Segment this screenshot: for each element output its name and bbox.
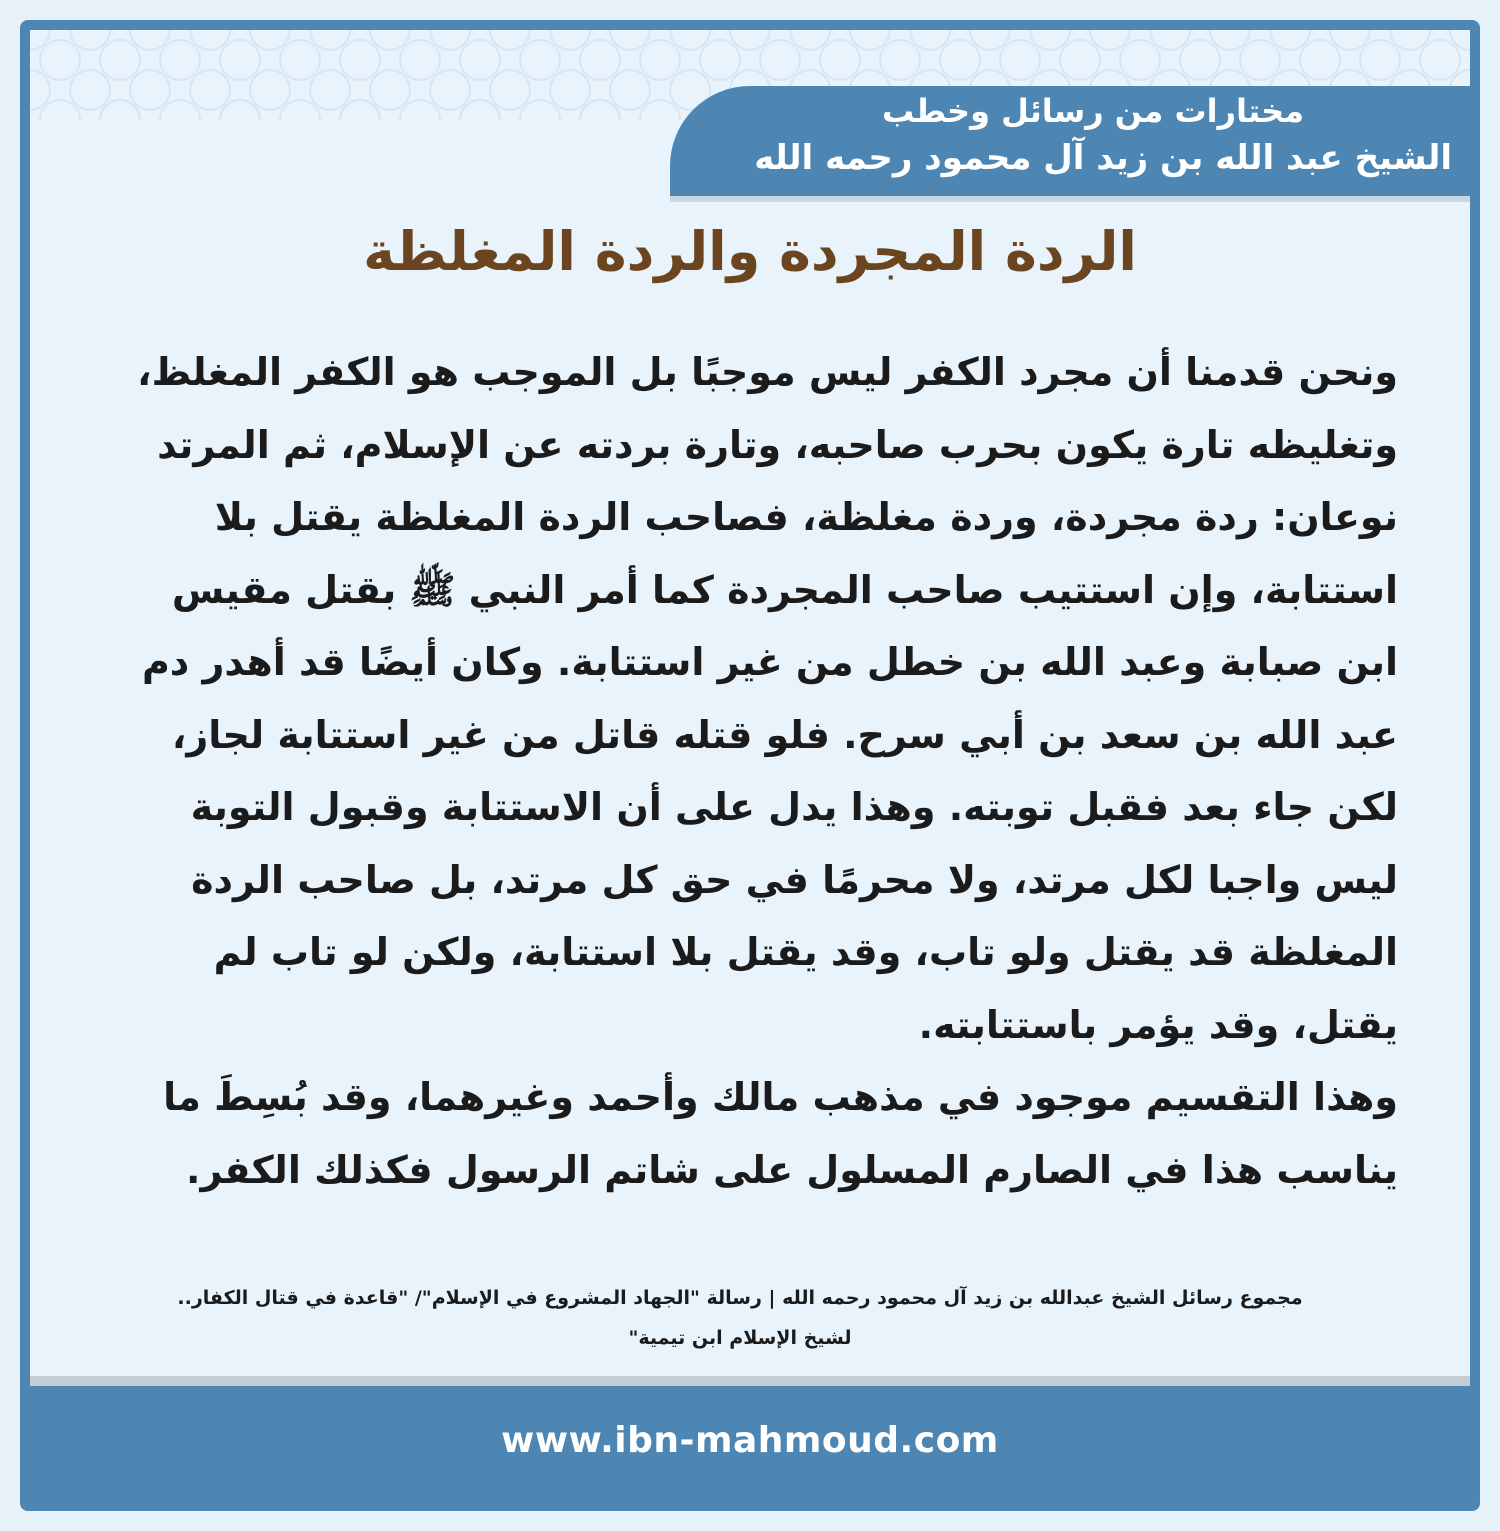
header-author: الشيخ عبد الله بن زيد آل محمود رحمه الله — [754, 138, 1452, 178]
citation-line-1: مجموع رسائل الشيخ عبدالله بن زيد آل محمود رحمه الله | رسالة "الجهاد المشروع في الإسلام"/ "قاعدة في قتال الكفار.. — [177, 1287, 1303, 1309]
website-url: www.ibn-mahmoud.com — [501, 1420, 999, 1461]
header-banner — [670, 86, 1470, 196]
citation-line-2: لشيخ الإسلام ابن تيمية" — [628, 1327, 852, 1349]
paragraph-2: وهذا التقسيم موجود في مذهب مالك وأحمد وغيرهما، وقد بُسِطَ ما يناسب هذا في الصارم المسلول على شاتم الرسول فكذلك الكفر. — [163, 1075, 1398, 1192]
footer-divider — [30, 1376, 1470, 1386]
article-body — [130, 336, 1398, 1206]
page-title: الردة المجردة والردة المغلظة — [363, 220, 1137, 283]
header-subtitle: مختارات من رسائل وخطب — [881, 92, 1304, 130]
paragraph-1: ونحن قدمنا أن مجرد الكفر ليس موجبًا بل الموجب هو الكفر المغلظ، وتغليظه تارة يكون بحرب صاحبه، وتارة بردته عن الإسلام، ثم المرتد نوعان: ردة مجردة، وردة مغلظة، فصاحب الردة المغلظة يقتل بلا استتابة، وإن استتيب صاحب المجردة كما أمر النبي ﷺ بقتل مقيس ابن صبابة وعبد الله بن خطل من غير استتابة. وكان أيضًا قد أهدر دم عبد الله بن سعد بن أبي سرح. فلو قتله قاتل من غير استتابة لجاز، لكن جاء بعد فقبل توبته. وهذا يدل على أن الاستتابة وقبول التوبة ليس واجبا لكل مرتد، ولا محرمًا في حق كل مرتد، بل صاحب الردة المغلظة قد يقتل ولو تاب، وقد يقتل بلا استتابة، ولكن لو تاب لم يقتل، وقد يؤمر باستتابته. — [137, 350, 1398, 1047]
source-citation — [100, 1278, 1380, 1358]
page-frame — [20, 20, 1480, 1511]
content-panel — [30, 30, 1470, 1376]
